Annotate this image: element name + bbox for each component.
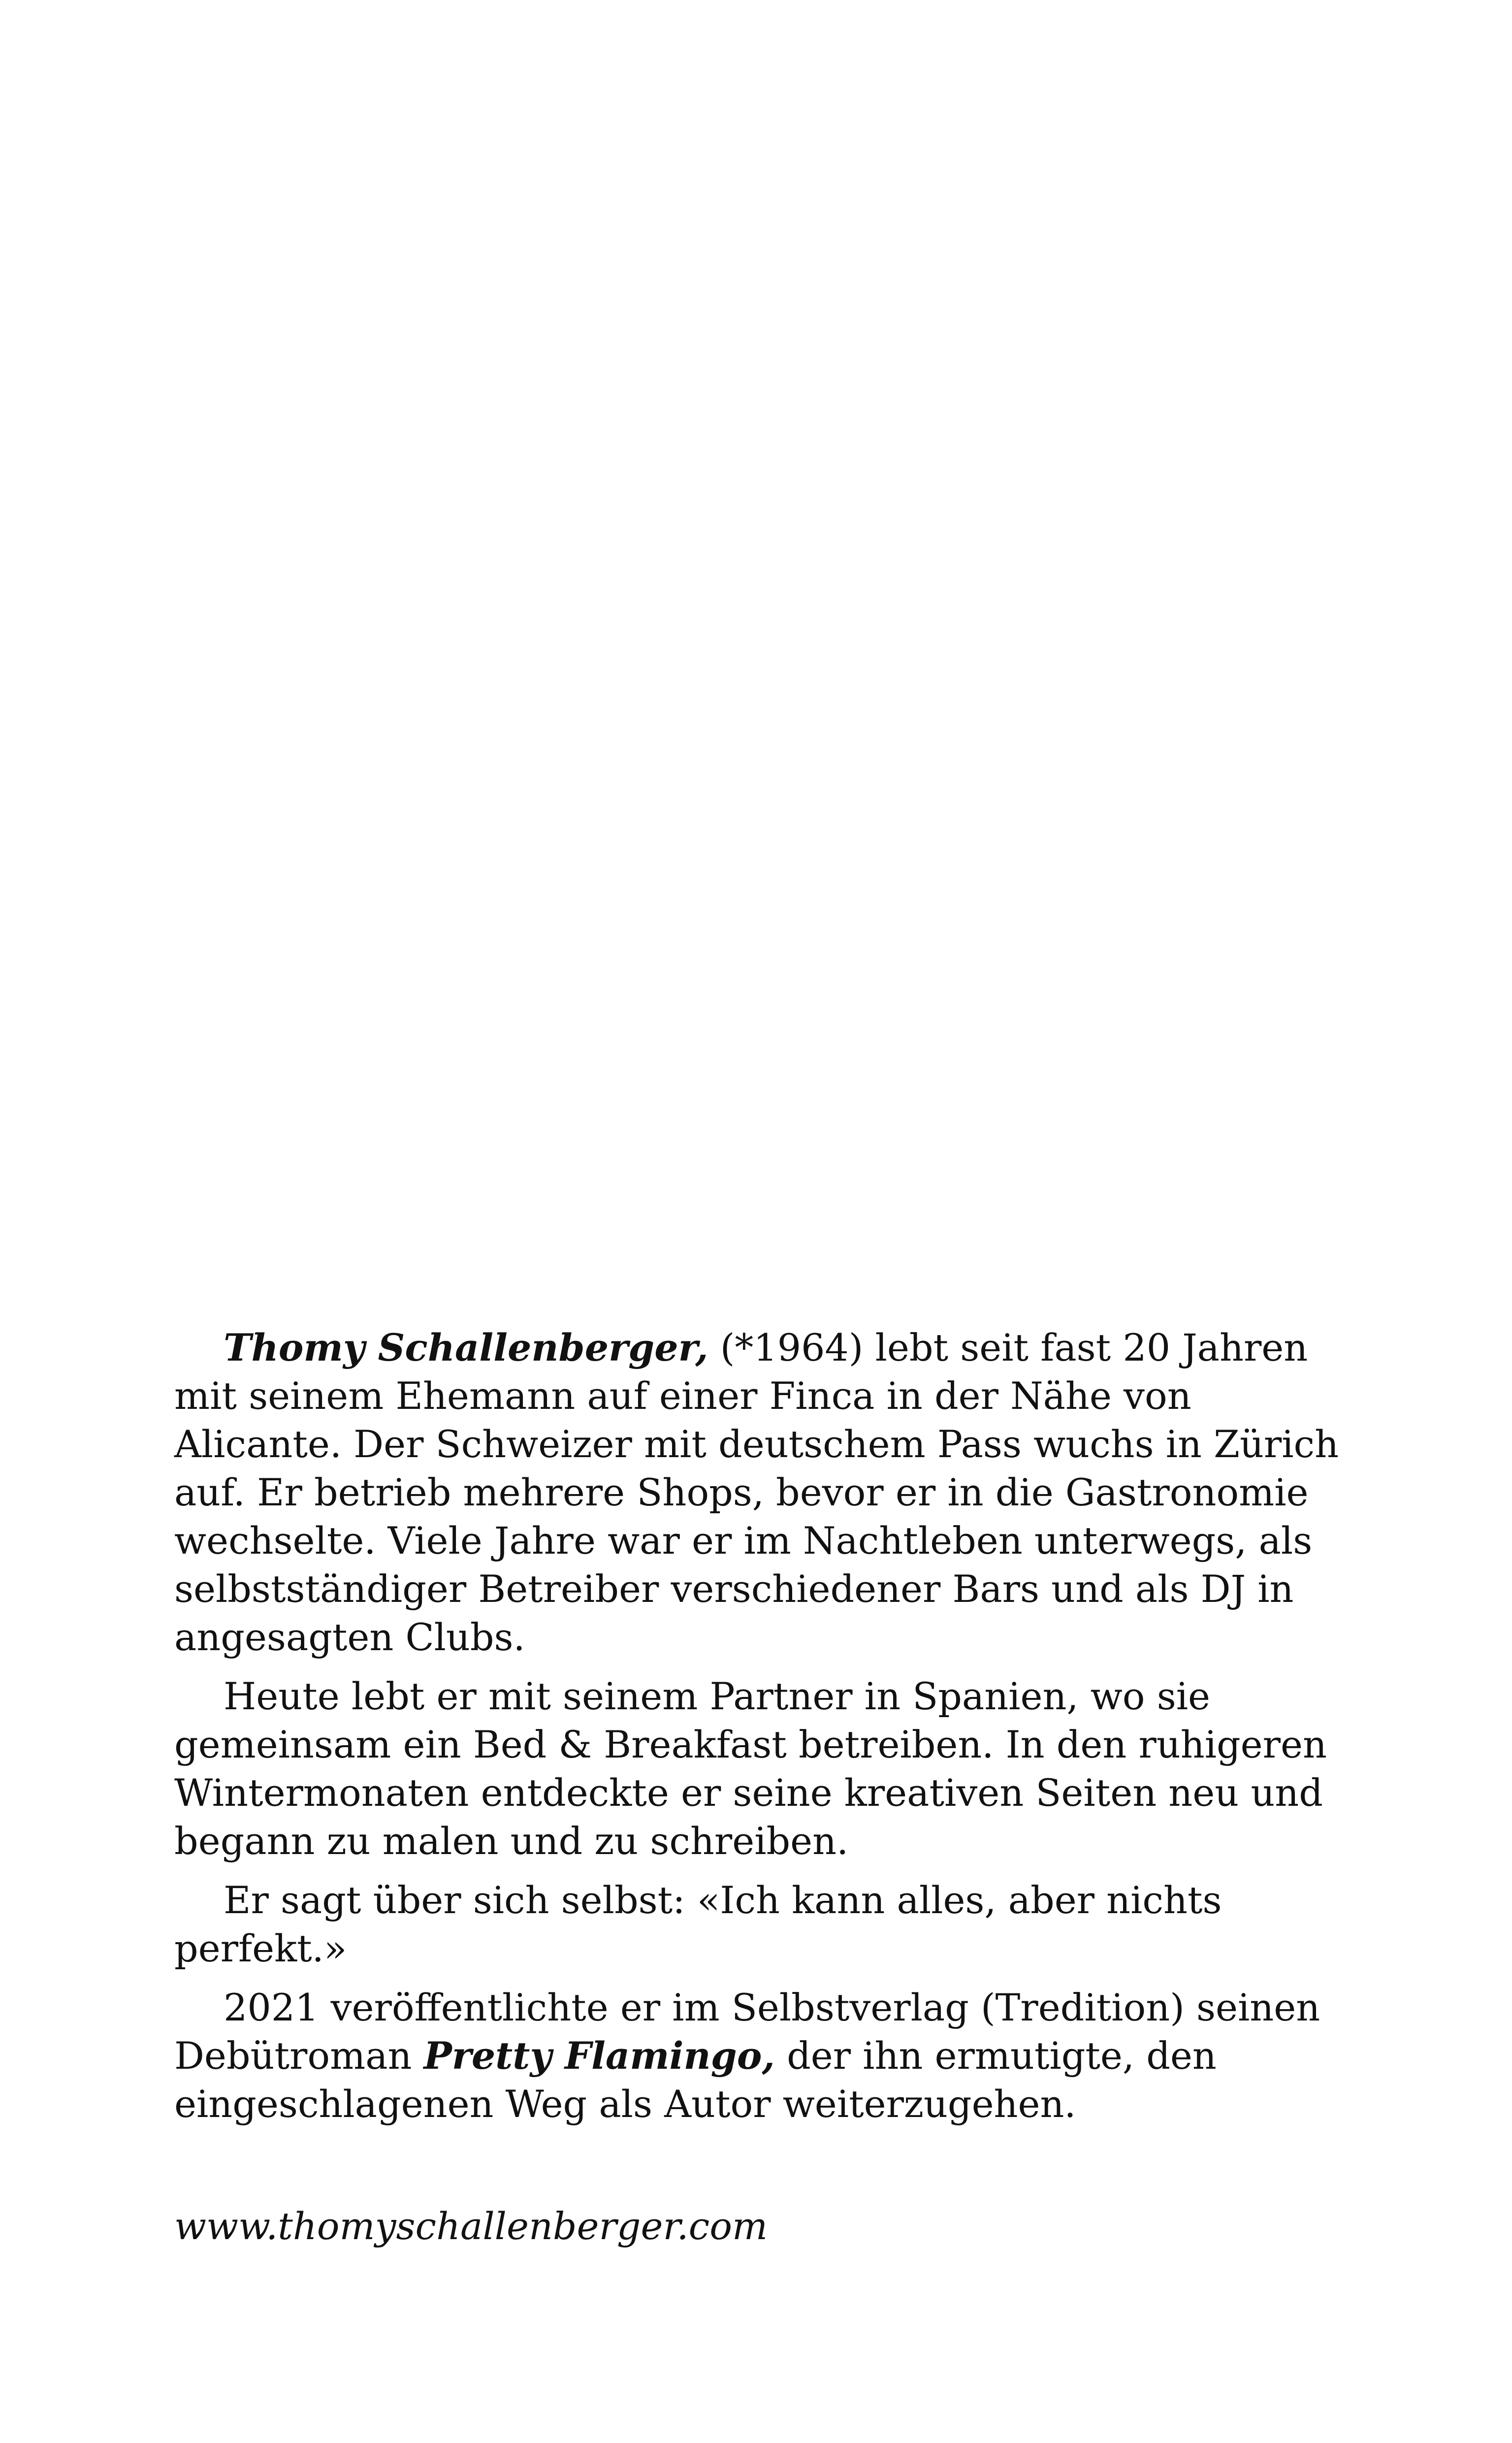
bio-paragraph-2: Heute lebt er mit seinem Partner in Spanien, wo sie gemeinsam ein Bed & Breakfast betreiben. In den ruhigeren Wintermonaten entdeckte er seine kreativen Seiten neu und begann zu malen und zu schreiben.: [174, 1674, 1327, 1863]
bio-paragraph-1: [174, 1324, 1356, 1661]
bio-paragraph-4-after: der ihn ermutigte, den eingeschlagenen Weg als Autor weiterzugehen.: [174, 2034, 1217, 2126]
author-biography: [174, 1324, 1356, 2128]
author-website: www.thomyschallenberger.com: [174, 2204, 768, 2248]
bio-paragraph-3: Er sagt über sich selbst: «Ich kann alles, aber nichts perfekt.»: [174, 1878, 1222, 1970]
author-name: Thomy Schallenberger,: [224, 1326, 708, 1369]
bio-paragraph-1-text: (*1964) lebt seit fast 20 Jahren mit seinem Ehemann auf einer Finca in der Nähe von Alicante. Der Schweizer mit deutschem Pass wuchs in Zürich auf. Er betrieb mehrere Shops, bevor er in die Gastronomie wechselte. Viele Jahre war er im Nachtleben unterwegs, als selbstständiger Betreiber verschiedener Bars und als DJ in angesagten Clubs.: [174, 1326, 1339, 1659]
book-title: Pretty Flamingo,: [423, 2034, 775, 2078]
bio-paragraph-4: [174, 1984, 1356, 2128]
bio-paragraph-4-before: 2021 veröffentlichte er im Selbstverlag (Tredition) seinen Debütroman: [174, 1986, 1320, 2078]
